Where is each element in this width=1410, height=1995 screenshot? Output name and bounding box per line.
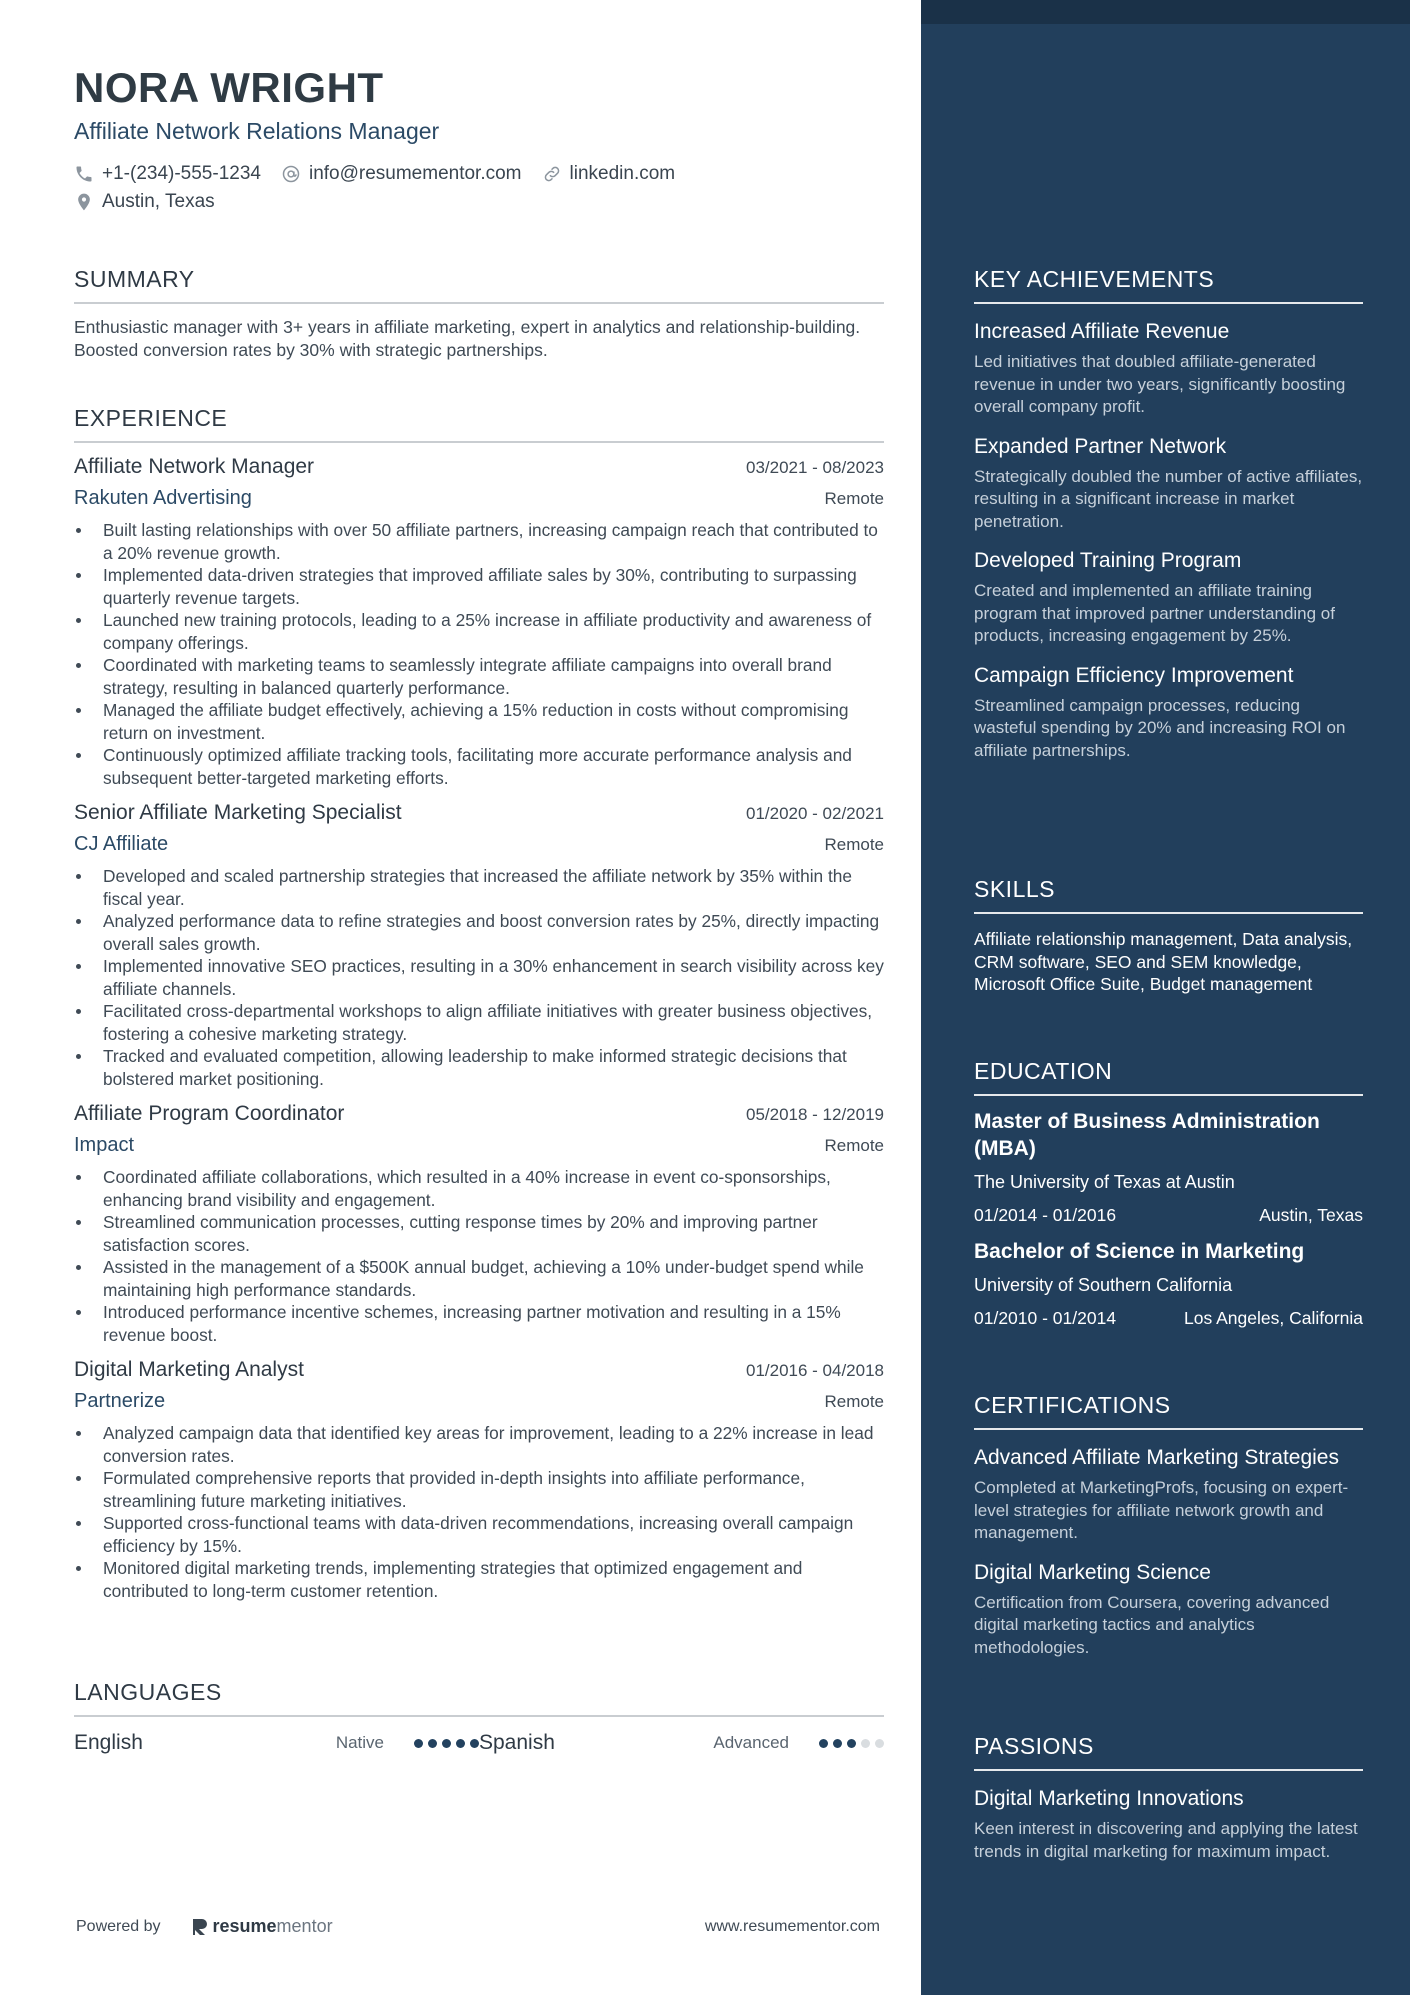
- certification-item: [974, 1444, 1363, 1545]
- experience-heading: EXPERIENCE: [74, 405, 228, 431]
- bullet-item: Built lasting relationships with over 50 affiliate partners, increasing campaign reach that contributed to a 20% revenue growth.: [74, 519, 884, 564]
- job-role: Senior Affiliate Marketing Specialist: [74, 801, 402, 824]
- bullet-item: Implemented innovative SEO practices, resulting in a 30% enhancement in search visibility across key affiliate channels.: [74, 955, 884, 1000]
- divider: [74, 302, 884, 304]
- rating-dot: [470, 1739, 479, 1748]
- bullet-item: Analyzed performance data to refine strategies and boost conversion rates by 25%, directly impacting overall sales growth.: [74, 910, 884, 955]
- divider: [974, 1428, 1363, 1430]
- education-section: [974, 1054, 1363, 1329]
- link-icon: [542, 164, 562, 184]
- education-location: Austin, Texas: [1259, 1205, 1363, 1225]
- job-bullets: [74, 519, 884, 789]
- at-sign-icon: [281, 164, 301, 184]
- job-subheader: [74, 833, 884, 863]
- education-meta: [974, 1205, 1363, 1226]
- job-role: Affiliate Network Manager: [74, 455, 315, 478]
- rating-dot: [861, 1739, 870, 1748]
- languages-heading: LANGUAGES: [74, 1679, 222, 1705]
- candidate-name: NORA WRIGHT: [74, 64, 384, 111]
- website-link[interactable]: www.resumementor.com: [704, 1917, 880, 1935]
- passions-section: [974, 1729, 1363, 1863]
- job-subheader: [74, 487, 884, 517]
- achievement-text: Created and implemented an affiliate training program that improved partner understanding of products, increasing engagement by 25%.: [974, 581, 1335, 645]
- contact-location: [74, 191, 215, 213]
- job-role: Affiliate Program Coordinator: [74, 1102, 345, 1125]
- divider: [74, 1715, 884, 1717]
- job-location: Remote: [824, 1392, 884, 1411]
- education-heading: EDUCATION: [974, 1058, 1113, 1084]
- job-dates: 01/2016 - 04/2018: [745, 1361, 884, 1380]
- skills-text: Affiliate relationship management, Data analysis, CRM software, SEO and SEM knowledge, Microsoft Office Suite, Budget management: [974, 929, 1353, 994]
- education-item: [974, 1238, 1363, 1329]
- skills-heading: SKILLS: [974, 876, 1055, 902]
- contact-phone[interactable]: [74, 163, 261, 185]
- divider: [974, 1769, 1363, 1771]
- job-company: CJ Affiliate: [74, 833, 169, 855]
- bullet-item: Facilitated cross-departmental workshops to align affiliate initiatives with greater business objectives, fostering a cohesive marketing strategy.: [74, 1000, 884, 1045]
- job-subheader: [74, 1134, 884, 1164]
- bullet-item: Monitored digital marketing trends, implementing strategies that optimized engagement and contributed to long-term customer retention.: [74, 1557, 884, 1602]
- job-bullets: [74, 865, 884, 1090]
- job-role: Digital Marketing Analyst: [74, 1358, 304, 1381]
- job-bullets: [74, 1422, 884, 1602]
- sidebar: [921, 0, 1410, 1995]
- rating-dot: [456, 1739, 465, 1748]
- achievement-item: [974, 547, 1363, 648]
- achievement-title: Campaign Efficiency Improvement: [974, 663, 1294, 687]
- summary-text: Enthusiastic manager with 3+ years in affiliate marketing, expert in analytics and relationship-building. Boosted conversion rates by 30% with strategic partnerships.: [74, 317, 861, 360]
- rating-dot: [819, 1739, 828, 1748]
- rating-dot: [847, 1739, 856, 1748]
- resumementor-logo-icon: [191, 1917, 209, 1937]
- passion-text: Keen interest in discovering and applying the latest trends in digital marketing for maximum impact.: [974, 1819, 1358, 1861]
- education-meta: [974, 1308, 1363, 1329]
- skills-section: [974, 872, 1363, 996]
- certifications-heading: CERTIFICATIONS: [974, 1392, 1171, 1418]
- achievement-item: [974, 662, 1363, 763]
- achievements-heading: KEY ACHIEVEMENTS: [974, 266, 1215, 292]
- job-header: [74, 1102, 884, 1132]
- bullet-item: Coordinated affiliate collaborations, which resulted in a 40% increase in event co-sponsorships, enhancing brand visibility and engagement.: [74, 1166, 884, 1211]
- rating-dot: [414, 1739, 423, 1748]
- language-name: English: [74, 1731, 143, 1754]
- job-company: Impact: [74, 1134, 135, 1156]
- phone-text: +1-(234)-555-1234: [102, 163, 261, 184]
- language-level: Advanced: [713, 1733, 789, 1752]
- rating-dot: [428, 1739, 437, 1748]
- education-degree: Master of Business Administration (MBA): [974, 1110, 1320, 1160]
- bullet-item: Formulated comprehensive reports that provided in-depth insights into affiliate performance, streamlining future marketing initiatives.: [74, 1467, 884, 1512]
- job-company: Partnerize: [74, 1390, 166, 1412]
- language-rating: [819, 1739, 884, 1748]
- achievement-title: Developed Training Program: [974, 549, 1242, 572]
- certification-text: Completed at MarketingProfs, focusing on expert-level strategies for affiliate network growth and management.: [974, 1478, 1349, 1542]
- achievements-section: [974, 262, 1363, 762]
- rating-dot: [442, 1739, 451, 1748]
- contact-info: [74, 160, 884, 216]
- job-subheader: [74, 1390, 884, 1420]
- language-rating: [414, 1739, 479, 1748]
- bullet-item: Tracked and evaluated competition, allowing leadership to make informed strategic decisions that bolstered market positioning.: [74, 1045, 884, 1090]
- language-name: Spanish: [479, 1731, 555, 1754]
- bullet-item: Continuously optimized affiliate tracking tools, facilitating more accurate performance analysis and subsequent better-targeted marketing efforts.: [74, 744, 884, 789]
- achievement-title: Increased Affiliate Revenue: [974, 320, 1230, 343]
- certification-title: Advanced Affiliate Marketing Strategies: [974, 1446, 1339, 1469]
- job-bullets: [74, 1166, 884, 1346]
- language-level: Native: [335, 1733, 384, 1752]
- job-list: [74, 455, 884, 1602]
- passion-title: Digital Marketing Innovations: [974, 1787, 1244, 1810]
- summary-heading: SUMMARY: [74, 266, 195, 292]
- education-school: University of Southern California: [974, 1275, 1233, 1295]
- bullet-item: Managed the affiliate budget effectively, achieving a 15% reduction in costs without compromising return on investment.: [74, 699, 884, 744]
- job-location: Remote: [824, 489, 884, 508]
- bullet-item: Analyzed campaign data that identified key areas for improvement, leading to a 22% increase in lead conversion rates.: [74, 1422, 884, 1467]
- bullet-item: Coordinated with marketing teams to seamlessly integrate affiliate campaigns into overall brand strategy, resulting in balanced quarterly performance.: [74, 654, 884, 699]
- job-dates: 01/2020 - 02/2021: [745, 804, 884, 823]
- certifications-section: [974, 1388, 1363, 1659]
- education-list: [974, 1108, 1363, 1329]
- education-dates: 01/2010 - 01/2014: [974, 1308, 1117, 1328]
- education-dates: 01/2014 - 01/2016: [974, 1205, 1117, 1225]
- job-entry: [74, 1358, 884, 1602]
- languages-section: [74, 1675, 884, 1763]
- job-company: Rakuten Advertising: [74, 487, 252, 509]
- bullet-item: Streamlined communication processes, cutting response times by 20% and improving partner satisfaction scores.: [74, 1211, 884, 1256]
- divider: [974, 1094, 1363, 1096]
- brand-logo[interactable]: [191, 1916, 333, 1937]
- bullet-item: Assisted in the management of a $500K annual budget, achieving a 10% under-budget spend while maintaining high performance standards.: [74, 1256, 884, 1301]
- candidate-title: Affiliate Network Relations Manager: [74, 118, 440, 144]
- rating-dot: [833, 1739, 842, 1748]
- bullet-item: Developed and scaled partnership strategies that increased the affiliate network by 35% within the fiscal year.: [74, 865, 884, 910]
- phone-icon: [74, 164, 94, 184]
- brand-light: mentor: [276, 1916, 333, 1936]
- job-location: Remote: [824, 835, 884, 854]
- education-location: Los Angeles, California: [1184, 1308, 1363, 1328]
- job-dates: 03/2021 - 08/2023: [745, 458, 884, 477]
- location-text: Austin, Texas: [102, 191, 215, 212]
- job-header: [74, 1358, 884, 1388]
- divider: [974, 302, 1363, 304]
- bullet-item: Launched new training protocols, leading to a 25% increase in affiliate productivity and awareness of company offerings.: [74, 609, 884, 654]
- email-text: info@resumementor.com: [308, 163, 522, 184]
- language-list: [74, 1723, 884, 1763]
- page-footer: [76, 1916, 880, 1937]
- bullet-item: Implemented data-driven strategies that improved affiliate sales by 30%, contributing to surpassing quarterly revenue targets.: [74, 564, 884, 609]
- experience-section: [74, 401, 884, 1602]
- divider: [74, 441, 884, 443]
- passions-heading: PASSIONS: [974, 1733, 1094, 1759]
- achievement-text: Streamlined campaign processes, reducing wasteful spending by 20% and increasing ROI on affiliate partnerships.: [974, 695, 1346, 760]
- location-pin-icon: [74, 192, 94, 212]
- job-entry: [74, 801, 884, 1090]
- achievement-title: Expanded Partner Network: [974, 434, 1227, 458]
- language-item: [74, 1731, 479, 1755]
- bullet-item: Supported cross-functional teams with data-driven recommendations, increasing overall campaign efficiency by 15%.: [74, 1512, 884, 1557]
- certification-text: Certification from Coursera, covering advanced digital marketing tactics and analytics methodologies.: [974, 1592, 1330, 1657]
- contact-linkedin[interactable]: [542, 163, 676, 185]
- education-degree: Bachelor of Science in Marketing: [974, 1240, 1305, 1263]
- job-entry: [74, 1102, 884, 1346]
- powered-by-text: Powered by: [76, 1917, 161, 1935]
- education-item: [974, 1108, 1363, 1226]
- achievement-text: Strategically doubled the number of active affiliates, resulting in a significant increase in market penetration.: [974, 466, 1363, 531]
- achievement-item: [974, 318, 1363, 419]
- job-header: [74, 455, 884, 485]
- certification-list: [974, 1444, 1363, 1659]
- contact-email[interactable]: [281, 163, 522, 185]
- powered-by: [76, 1916, 333, 1937]
- job-header: [74, 801, 884, 831]
- job-entry: [74, 455, 884, 789]
- summary-section: [74, 262, 884, 362]
- language-item: [479, 1731, 884, 1755]
- passion-item: [974, 1785, 1363, 1863]
- certification-title: Digital Marketing Science: [974, 1560, 1211, 1584]
- linkedin-text: linkedin.com: [569, 163, 676, 184]
- achievement-list: [974, 318, 1363, 762]
- passion-list: [974, 1785, 1363, 1863]
- divider: [974, 912, 1363, 914]
- bullet-item: Introduced performance incentive schemes, increasing partner motivation and resulting in a 15% revenue boost.: [74, 1301, 884, 1346]
- brand-bold: resume: [212, 1916, 277, 1936]
- rating-dot: [875, 1739, 884, 1748]
- education-school: The University of Texas at Austin: [974, 1172, 1235, 1192]
- job-dates: 05/2018 - 12/2019: [745, 1105, 884, 1124]
- achievement-item: [974, 433, 1363, 534]
- job-location: Remote: [824, 1136, 884, 1155]
- certification-item: [974, 1559, 1363, 1660]
- achievement-text: Led initiatives that doubled affiliate-generated revenue in under two years, significantly boosting overall company profit.: [974, 352, 1346, 416]
- sidebar-top-band: [921, 0, 1410, 24]
